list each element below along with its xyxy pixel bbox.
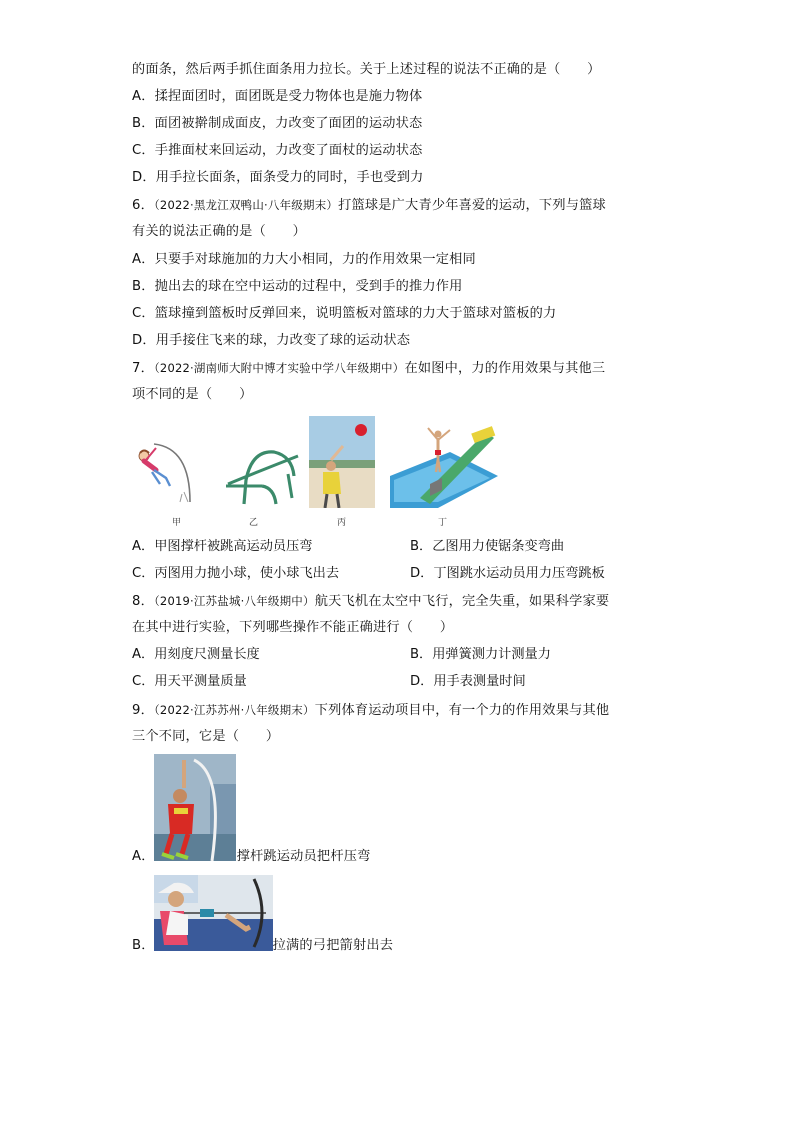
q5-option-d[interactable]: D．用手拉长面条，面条受力的同时，手也受到力 bbox=[132, 170, 424, 185]
q9-option-a-letter: A． bbox=[132, 849, 155, 864]
q7-stem bbox=[132, 359, 605, 378]
q7-source: （2022·湖南师大附中博才实验中学八年级期中） bbox=[153, 361, 405, 375]
q9-stem-text: 下列体育运动项目中，有一个力的作用效果与其他 bbox=[314, 703, 610, 718]
q5-option-b[interactable]: B．面团被擀制成面皮，力改变了面团的运动状态 bbox=[132, 116, 423, 131]
caption-ding: 丁 bbox=[438, 518, 448, 528]
q6-stem bbox=[132, 196, 606, 215]
q8-option-c[interactable]: C．用天平测量质量 bbox=[132, 674, 247, 689]
q7-option-b[interactable]: B．乙图用力使锯条变弯曲 bbox=[410, 539, 565, 554]
q8-option-d[interactable]: D．用手表测量时间 bbox=[410, 674, 526, 689]
caption-bing: 丙 bbox=[337, 518, 347, 528]
figure-jia-pole-vault bbox=[132, 436, 204, 508]
q7-option-c[interactable]: C．丙图用力抛小球，使小球飞出去 bbox=[132, 566, 340, 581]
q9-option-b[interactable] bbox=[132, 937, 393, 955]
q6-option-b[interactable]: B．抛出去的球在空中运动的过程中，受到手的推力作用 bbox=[132, 279, 463, 294]
q8-option-b[interactable]: B．用弹簧测力计测量力 bbox=[410, 647, 551, 662]
figure-bing-ball-throw bbox=[309, 416, 375, 508]
q7-option-d[interactable]: D．丁图跳水运动员用力压弯跳板 bbox=[410, 566, 605, 581]
q9-photo-pole-vaulter bbox=[154, 754, 236, 861]
q7-stem-text: 在如图中，力的作用效果与其他三 bbox=[404, 361, 606, 376]
q8-stem bbox=[132, 592, 609, 611]
q8-source: （2019·江苏盐城·八年级期中） bbox=[153, 594, 315, 608]
q8-option-a[interactable]: A．用刻度尺测量长度 bbox=[132, 647, 260, 662]
q8-stem-line2: 在其中进行实验，下列哪些操作不能正确进行（ ） bbox=[132, 620, 454, 635]
q5-option-c[interactable]: C．手推面杖来回运动，力改变了面杖的运动状态 bbox=[132, 143, 423, 158]
q8-stem-text: 航天飞机在太空中飞行，完全失重，如果科学家要 bbox=[314, 594, 610, 609]
q5-option-a[interactable]: A．揉捏面团时，面团既是受力物体也是施力物体 bbox=[132, 89, 423, 104]
q7-option-a[interactable]: A．甲图撑杆被跳高运动员压弯 bbox=[132, 539, 313, 554]
q9-option-b-letter: B． bbox=[132, 938, 155, 953]
q6-stem-text: 打篮球是广大青少年喜爱的运动，下列与篮球 bbox=[338, 198, 606, 213]
q9-source: （2022·江苏苏州·八年级期末） bbox=[153, 703, 315, 717]
caption-jia: 甲 bbox=[172, 518, 182, 528]
q5-stem-continuation: 的面条，然后两手抓住面条用力拉长。关于上述过程的说法不正确的是（ ） bbox=[132, 62, 601, 77]
q6-option-a[interactable]: A．只要手对球施加的力大小相同，力的作用效果一定相同 bbox=[132, 252, 476, 267]
q8-number: 8． bbox=[132, 594, 154, 609]
figure-ding-diving-board bbox=[390, 424, 498, 508]
q9-option-b-text: 拉满的弓把箭射出去 bbox=[272, 938, 394, 953]
q6-option-c[interactable]: C．篮球撞到篮板时反弹回来，说明篮板对篮球的力大于篮球对篮板的力 bbox=[132, 306, 557, 321]
q9-number: 9． bbox=[132, 703, 154, 718]
figure-yi-bent-saw bbox=[222, 436, 302, 508]
q7-number: 7． bbox=[132, 361, 154, 376]
q6-number: 6． bbox=[132, 198, 154, 213]
q6-source: （2022·黑龙江双鸭山·八年级期末） bbox=[153, 198, 339, 212]
q7-stem-line2: 项不同的是（ ） bbox=[132, 387, 253, 402]
q6-option-d[interactable]: D．用手接住飞来的球，力改变了球的运动状态 bbox=[132, 333, 411, 348]
caption-yi: 乙 bbox=[249, 518, 259, 528]
q9-option-a-text: 撑杆跳运动员把杆压弯 bbox=[236, 849, 371, 864]
q9-stem bbox=[132, 701, 609, 720]
q9-stem-line2: 三个不同，它是（ ） bbox=[132, 729, 280, 744]
q6-stem-line2: 有关的说法正确的是（ ） bbox=[132, 224, 307, 239]
q9-option-a[interactable] bbox=[132, 848, 370, 866]
